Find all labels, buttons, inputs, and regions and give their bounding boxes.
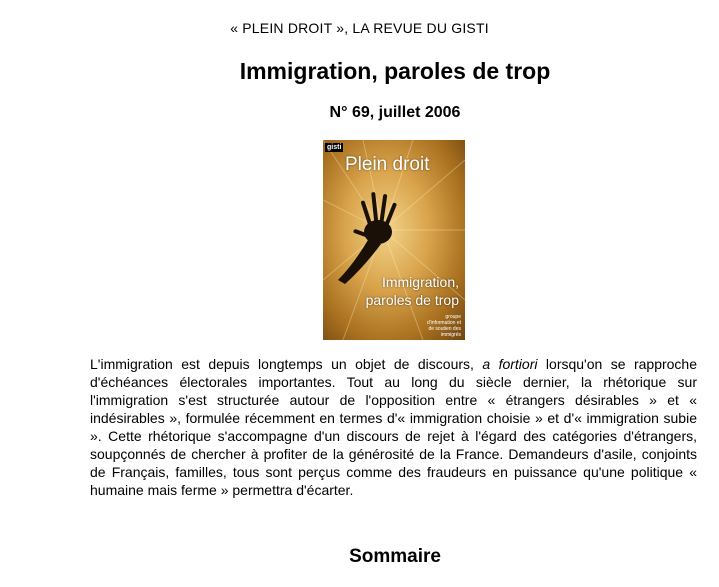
issue-number: N° 69, juillet 2006 bbox=[329, 104, 461, 121]
intro-text-after: lorsqu'on se rapproche d'échéances électorales importantes. Tout au long du siècle dernier, la rhétorique sur l'immigration s'est structurée autour de l'opposition entre « étrangers désirables » et « indésirables », formulée récemment en termes d'« immigration choisie » et d'« immigration subie ». Cette rhétorique s'accompagne d'un discours de rejet à l'égard des catégories d'étrangers, soupçonnés de chercher à profiter de la générosité de la France. Demandeurs d'asile, conjoints de Français, familles, tous sont perçus comme des fraudeurs en puissance qu'une politique « humaine mais ferme » permettra d'écarter. bbox=[90, 356, 697, 498]
page-title: Immigration, paroles de trop bbox=[239, 58, 551, 84]
cover-masthead: Plein droit bbox=[345, 154, 430, 175]
hand-silhouette bbox=[338, 192, 397, 284]
intro-text-before: L'immigration est depuis longtemps un objet de discours, bbox=[90, 356, 483, 372]
intro-emphasis: a fortiori bbox=[482, 356, 538, 372]
sommaire-heading: Sommaire bbox=[349, 546, 441, 567]
cover-title-line2: paroles de trop bbox=[365, 292, 459, 308]
cover-image bbox=[323, 140, 465, 340]
journal-kicker: « PLEIN DROIT », LA REVUE DU GISTI bbox=[230, 20, 489, 36]
intro-paragraph bbox=[90, 355, 697, 499]
cover-badge: gisti bbox=[327, 144, 342, 151]
cover-title-line1: Immigration, bbox=[381, 274, 459, 290]
cover-publisher: groupe d'information et de soutien des immigrés bbox=[426, 314, 461, 338]
